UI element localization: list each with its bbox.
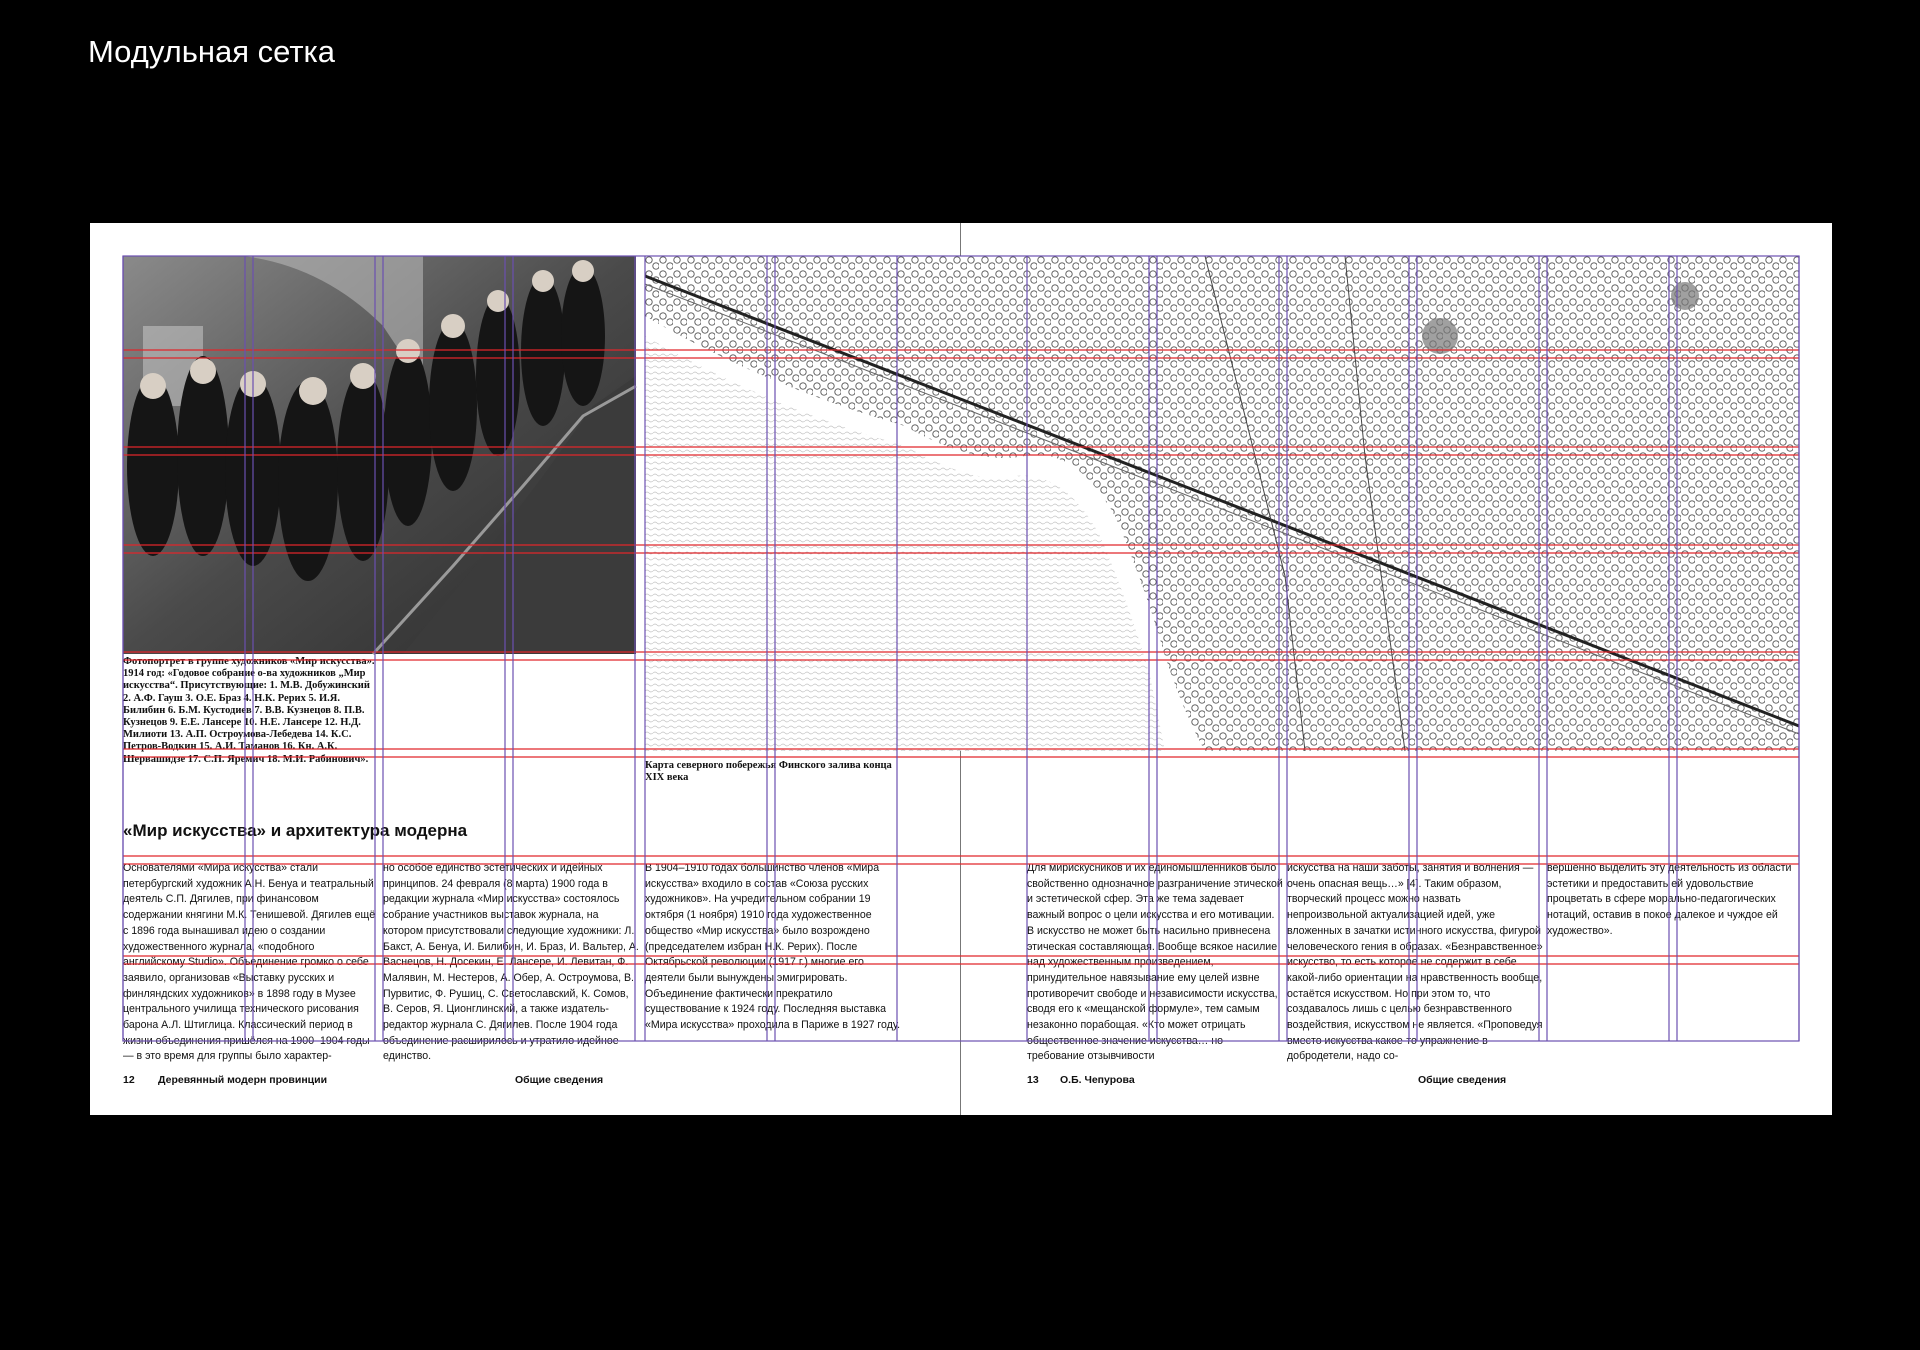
left-section-name: Общие сведения <box>515 1074 604 1086</box>
right-author: О.Б. Чепурова <box>1060 1074 1135 1086</box>
section-heading: «Мир искусства» и архитектура модерна <box>123 821 468 840</box>
slide-title: Модульная сетка <box>88 34 336 69</box>
photo-caption: Фотопортрет в группе художников «Мир искусства». 1914 год: «Годовое собрание о-ва художников „Мир искусства“. Присутствующие: 1. М.В. Добужинский 2. А.Ф. Гауш 3. О.Е. Браз 4. Н.К. Рерих 5. И.Я. Билибин 6. Б.М. Кустодиев 7. В.В. Кузнецов 8. П.В. Кузнецов 9. Е.Е. Лансере 10. Н.Е. Лансере 12. Н.Д. Милиоти 13. А.П. Остроумова-Лебедева 14. К.С. Петров-Водкин 15. А.И. Таманов 16. Кн. А.К. Шервашидзе 17. С.П. Яремич 18. М.И. Рабинович». <box>123 656 375 765</box>
right-column-1: Для мирискусников и их единомышленников было свойственно однозначное разграничение этической и эстетической сфер. Эта же тема задевает важный вопрос о цели искусства и его мотивации. В искусство не может быть насильно привнесена этическая составляющая. Вообще всякое насилие над художественным произведением, принудительное навязывание ему целей извне противоречит свободе и независимости искусства, сводя его к «мещанской формуле», тем самым незаконно порабощая. «Кто может отрицать общественное значение искусства… но требование отзывчивости <box>1027 862 1283 1063</box>
left-column-3: В 1904–1910 годах большинство членов «Мира искусства» входило в состав «Союза русских художников». На учредительном собрании 19 октября (1 ноября) 1910 года художественное общество «Мир искусства» было возрождено (председателем избран Н.К. Рерих). После Октябрьской революции (1917 г.) многие его деятели были вынуждены эмигрировать. Объединение фактически прекратило существование к 1924 году. Последняя выставка «Мира искусства» проходила в Париже в 1927 году. <box>645 862 901 1032</box>
left-page-number: 12 <box>123 1074 135 1086</box>
right-section-name: Общие сведения <box>1418 1074 1507 1086</box>
left-book-title: Деревянный модерн провинции <box>158 1074 328 1086</box>
group-photo <box>123 256 636 654</box>
group-photo-image <box>123 256 636 654</box>
coast-map <box>645 256 1799 751</box>
left-column-2: но особое единство эстетических и идейных принципов. 24 февраля (8 марта) 1900 года в редакции журнала «Мир искусства» состоялось собрание участников выставок журнала, на котором присутствовали следующие художники: Л. Бакст, А. Бенуа, И. Билибин, И. Браз, И. Вальтер, А. Васнецов, Н. Досекин, Е. Лансере, И. Левитан, Ф. Малявин, М. Нестеров, А. Обер, А. Остроумова, В. Пурвитис, Ф. Рушиц, С. Светославский, К. Сомов, В. Серов, Я. Ционглинский, а также издатель-редактор журнала С. Дягилев. После 1904 года объединение расширилось и утратило идейное единство. <box>383 862 639 1063</box>
map-caption: Карта северного побережья Финского залива конца XIX века <box>645 760 892 784</box>
right-page-number: 13 <box>1027 1074 1039 1086</box>
right-column-2: искусства на наши заботы, занятия и волнения — очень опасная вещь…» [4]. Таким образом, творческий процесс можно назвать непроизвольной актуализацией идей, уже вложенных в зачатки истинного искусства, фигурой человеческого гения в образах. «Безнравственное» искусство, то есть которое не содержит в себе какой-либо ориентации на нравственность вообще, остаётся искусством. Но при этом то, что создавалось лишь с целью безнравственного воздействия, искусством не является. «Проповедуя вместо искусства какое-то упражнение в добродетели, надо со- <box>1287 862 1543 1063</box>
book-spread <box>90 223 1832 1115</box>
left-column-1: Основателями «Мира искусства» стали петербургский художник А.Н. Бенуа и театральный деятель С.П. Дягилев, при финансовом содержании княгини М.К. Тенишевой. Дягилев ещё с 1896 года вынашивал идею о создании художественного журнала, «подобного английскому Studio». Объединение громко о себе заявило, организовав «Выставку русских и финляндских художников» в 1898 году в Музее центрального училища технического рисования барона А.Л. Штиглица. Классический период в жизни объединения пришёлся на 1900–1904 годы — в это время для группы было характер- <box>123 862 376 1063</box>
coast-map-image <box>645 256 1799 751</box>
right-column-3: вершенно выделить эту деятельность из области эстетики и предоставить ей удовольствие процветать в сфере морально-педагогических нотаций, оставив в покое далекое и чуждое ей художество». <box>1547 862 1792 937</box>
